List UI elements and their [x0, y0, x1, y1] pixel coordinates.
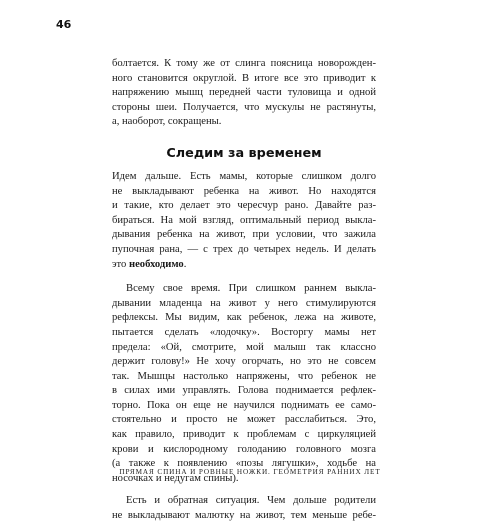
text-fragment: это: [112, 258, 129, 270]
emphasized-word: необходимо: [128, 258, 184, 270]
text-line: предела: «Ой, смотрите, мой малыш так классно: [112, 341, 376, 353]
text-fragment: .: [183, 258, 187, 270]
text-line: пупочная рана, — с трех до четырех недель. И делать: [112, 243, 376, 255]
section-heading: Следим за временем: [166, 145, 322, 161]
text-line: и такие, кто делает это чересчур рано. Давайте раз-: [112, 200, 376, 212]
text-line: а, наоборот, сокращены.: [112, 116, 222, 128]
text-line: торно. Пока он еще не научился поднимать ее само-: [112, 399, 376, 411]
text-line: пытается сделать «лодочку». Восторгу мамы нет: [112, 326, 376, 338]
text-line: не выкладывают малютку на живот, тем меньше ребе-: [112, 510, 376, 522]
text-line: ного становится округлой. В итоге все это приводит к: [112, 72, 376, 84]
paragraph-continued: [112, 57, 376, 130]
text-line: бираться. На мой взгляд, оптимальный период выкла-: [112, 214, 376, 226]
text-line: держит голову!» Не хочу огорчать, но это не совсем: [112, 356, 376, 368]
text-line: Есть и обратная ситуация. Чем дольше родители: [126, 495, 376, 507]
text-line: стоятельно и просто не может расслабиться. Это,: [112, 414, 376, 426]
text-line: дывании младенца на живот у него стимулируются: [112, 297, 376, 309]
text-line: носочках и недугам спины).: [112, 472, 239, 484]
text-line: дывания ребенка на живот, при условии, что зажила: [112, 229, 376, 241]
page-content: [112, 57, 376, 524]
text-line: напряжению мышц передней части туловища и одной: [112, 87, 376, 99]
paragraph: [112, 170, 376, 272]
page-number: 46: [56, 18, 72, 31]
text-line: как правило, приводит к проблемам с циркуляцией: [112, 429, 376, 441]
text-line: Идем дальше. Есть мамы, которые слишком долго: [112, 170, 376, 182]
text-line: не выкладывают ребенка на живот. Но находятся: [112, 185, 376, 197]
text-line: (а также к появлению «позы лягушки», ходьбе на: [112, 458, 376, 470]
text-line: Всему свое время. При слишком раннем выкла-: [126, 283, 376, 295]
text-line: крови и кислородному голоданию головного мозга: [112, 443, 376, 455]
text-line: болтается. К тому же от слинга поясница новорожден-: [112, 58, 376, 69]
paragraph: [112, 494, 376, 523]
text-line: [112, 258, 376, 273]
text-line: стороны шеи. Получается, что мускулы не растянуты,: [112, 101, 376, 113]
text-line: в силах ими управлять. Голова поднимается рефлек-: [112, 385, 376, 397]
paragraph-spacer: [112, 486, 376, 494]
text-line: так. Мышцы настолько напряжены, что ребенок не: [112, 370, 376, 382]
running-footer: ПРЯМАЯ СПИНА И РОВНЫЕ НОЖКИ. ГЕОМЕТРИЯ РАННИХ ЛЕТ: [119, 468, 381, 476]
text-line: рефлексы. Мы видим, как ребенок, лежа на животе,: [112, 312, 376, 324]
paragraph-spacer: [112, 272, 376, 282]
paragraph: [112, 282, 376, 486]
